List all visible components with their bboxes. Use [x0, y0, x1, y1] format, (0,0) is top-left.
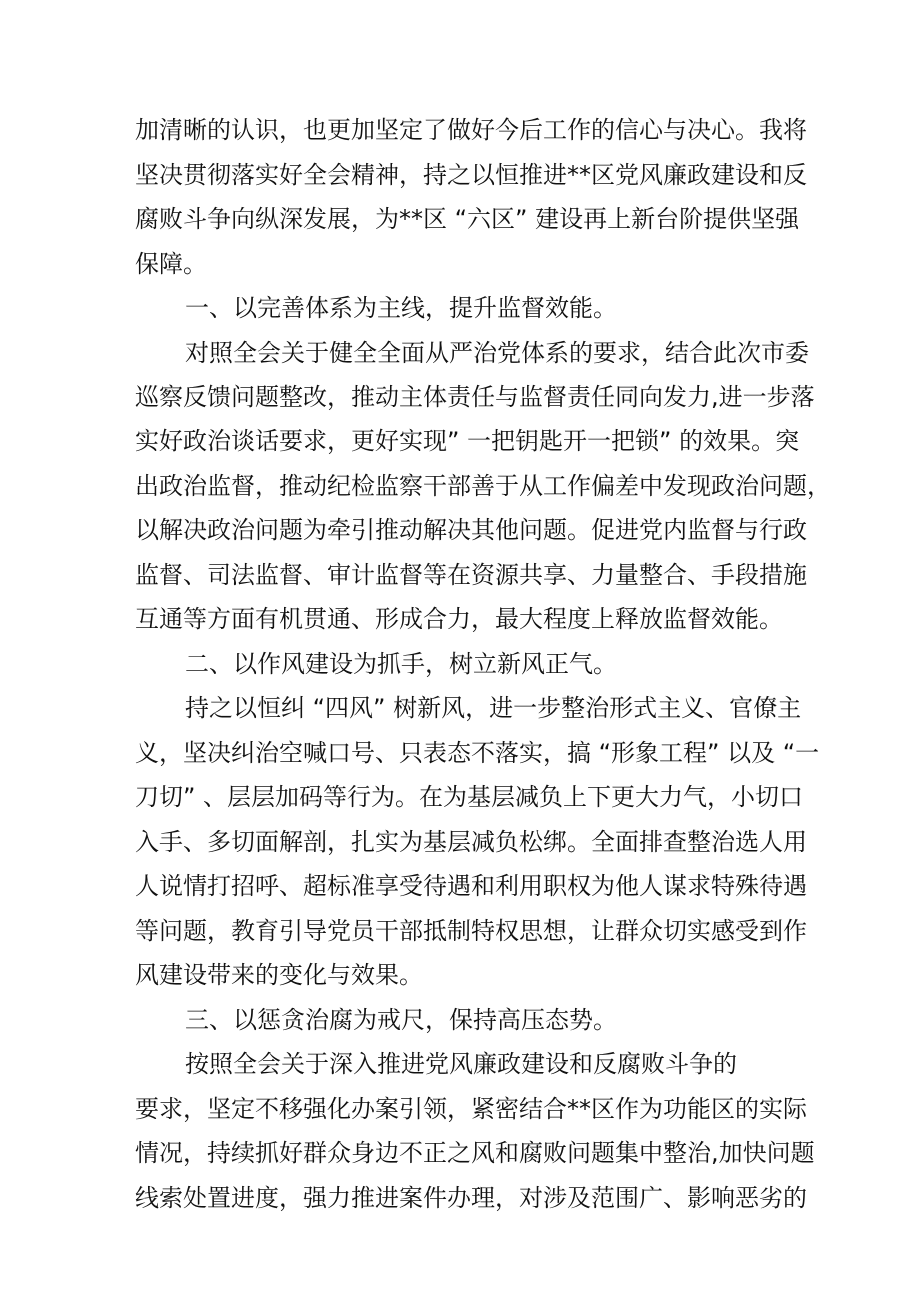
text-line: 互通等方面有机贯通、形成合力，最大程度上释放监督效能。: [135, 605, 783, 633]
text-line: 实好政治谈话要求，更好实现” 一把钥匙开一把锁” 的效果。突: [135, 427, 800, 455]
text-line: 巡察反馈问题整改，推动主体责任与监督责任同向发力,进一步落: [135, 383, 815, 411]
text-line: 腐败斗争向纵深发展，为**区 “六区” 建设再上新台阶提供坚强: [135, 205, 800, 233]
text-line: 以解决政治问题为牵引推动解决其他问题。促进党内监督与行政: [135, 516, 807, 544]
text-line: 入手、多切面解剖，扎实为基层减负松绑。全面排查整治选人用: [135, 828, 807, 856]
text-line: 情况，持续抓好群众身边不正之风和腐败问题集中整治,加快问题: [135, 1139, 815, 1167]
text-line: 人说情打招呼、超标准享受待遇和利用职权为他人谋求特殊待遇: [135, 872, 807, 900]
paragraph-first-line: 持之以恒纠 “四风” 树新风，进一步整治形式主义、官僚主: [185, 694, 802, 722]
text-line: 加清晰的认识，也更加坚定了做好今后工作的信心与决心。我将: [135, 116, 807, 144]
text-line: 线索处置进度，强力推进案件办理，对涉及范围广、影响恶劣的: [135, 1184, 807, 1212]
text-line: 要求，坚定不移强化办案引领，紧密结合**区作为功能区的实际: [135, 1095, 807, 1123]
section-heading-3: 三、以惩贪治腐为戒尺，保持高压态势。: [185, 1006, 617, 1034]
text-line: 等问题，教育引导党员干部抵制特权思想，让群众切实感受到作: [135, 917, 807, 945]
text-line: 保障。: [135, 250, 207, 278]
text-line: 义，坚决纠治空喊口号、只表态不落实，搞 “形象工程” 以及 “一: [135, 739, 820, 767]
text-line: 监督、司法监督、审计监督等在资源共享、力量整合、手段措施: [135, 561, 807, 589]
text-line: 刀切” 、层层加码等行为。在为基层减负上下更大力气，小切口: [135, 783, 804, 811]
paragraph-first-line: 对照全会关于健全全面从严治党体系的要求，结合此次市委: [185, 339, 809, 367]
text-line: 风建设带来的变化与效果。: [135, 961, 423, 989]
section-heading-2: 二、以作风建设为抓手，树立新风正气。: [185, 650, 617, 678]
paragraph-first-line: 按照全会关于深入推进党风廉政建设和反腐败斗争的: [185, 1050, 737, 1078]
text-line: 坚决贯彻落实好全会精神，持之以恒推进**区党风廉政建设和反: [135, 161, 807, 189]
text-line: 出政治监督，推动纪检监察干部善于从工作偏差中发现政治问题，: [135, 472, 831, 500]
section-heading-1: 一、以完善体系为主线，提升监督效能。: [185, 294, 617, 322]
